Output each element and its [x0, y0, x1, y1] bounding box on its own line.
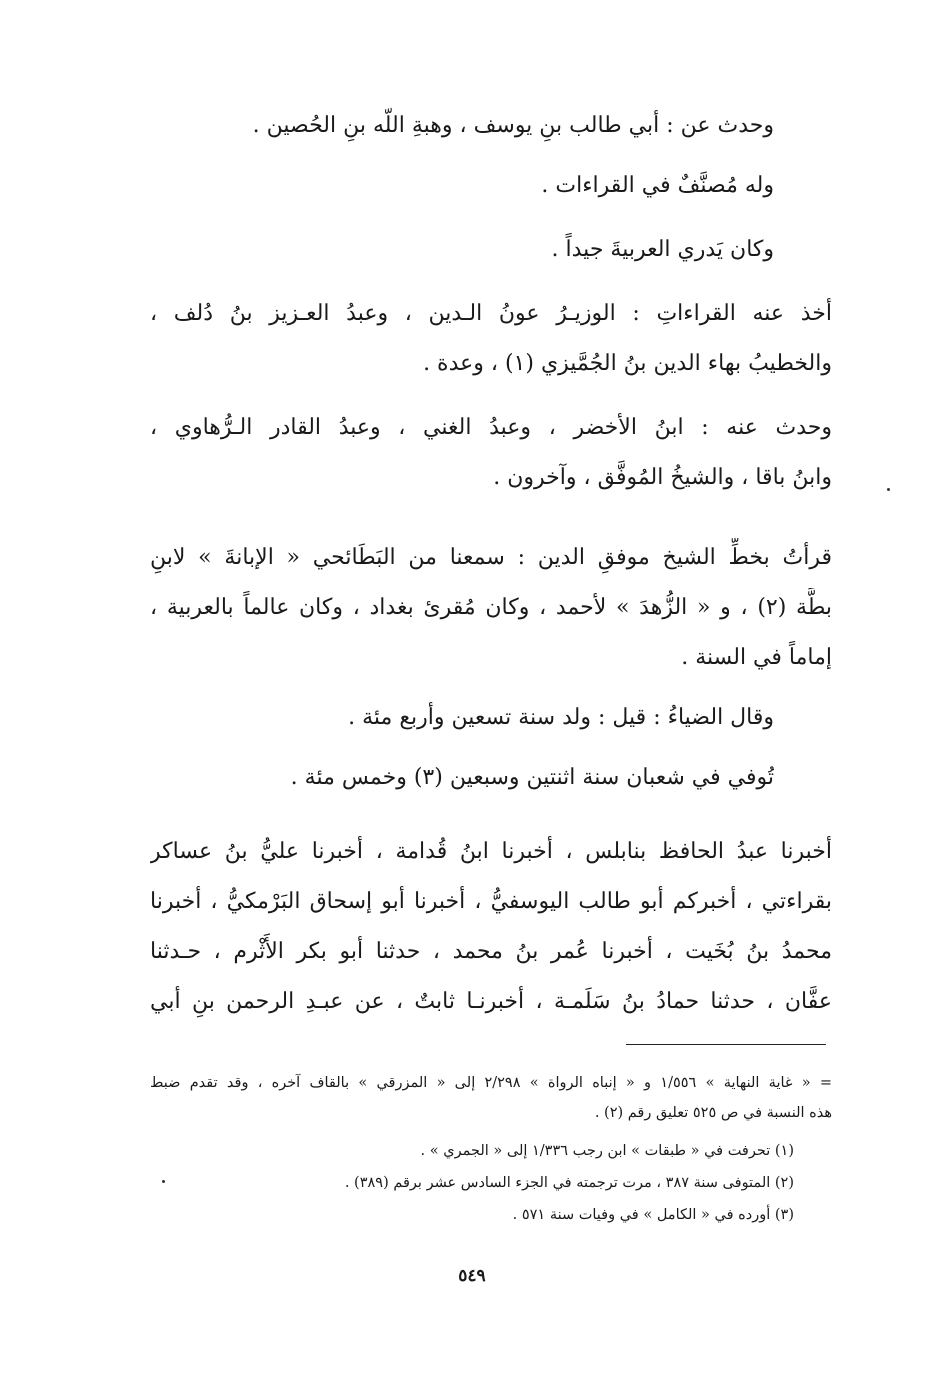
text-line: محمدُ بنُ بُخَيت ، أخبرنا عُمر بنُ محمد ، حدثنا أبو بكر الأَثْرم ، حـدثنا	[150, 939, 832, 964]
text-line: وقال الضياءُ : قيل : ولد سنة تسعين وأربع مئة .	[348, 705, 774, 730]
footnote-line: = « غاية النهاية » ١/٥٥٦ و « إنباه الرواة » ٢/٢٩٨ إلى « المزرقي » بالقاف آخره ، وقد تقدم ضبط	[150, 1075, 832, 1091]
scan-speck	[887, 488, 890, 491]
text-line: إماماً في السنة .	[681, 645, 832, 670]
page-number: ٥٤٩	[458, 1266, 486, 1286]
text-line: بطَّة (٢) ، و « الزُّهدَ » لأحمد ، وكان مُقرئ بغداد ، وكان عالماً بالعربية ،	[150, 595, 832, 620]
footnote-separator	[626, 1044, 826, 1045]
text-line: والخطيبُ بهاء الدين بنُ الجُمَّيزي (١) ، وعدة .	[423, 351, 832, 376]
text-line: وله مُصنَّفٌ في القراءات .	[541, 173, 774, 198]
text-line: وحدث عن : أبي طالب بنِ يوسف ، وهبةِ اللّه بنِ الحُصين .	[252, 113, 774, 138]
text-line: بقراءتي ، أخبركم أبو طالب اليوسفيُّ ، أخبرنا أبو إسحاق البَرْمكيُّ ، أخبرنا	[150, 889, 832, 914]
text-line: تُوفي في شعبان سنة اثنتين وسبعين (٣) وخمس مئة .	[290, 765, 774, 790]
footnote-line: (٢) المتوفى سنة ٣٨٧ ، مرت ترجمته في الجزء السادس عشر برقم (٣٨٩) .	[344, 1175, 794, 1191]
footnote-line: هذه النسبة في ص ٥٢٥ تعليق رقم (٢) .	[594, 1105, 832, 1121]
footnote-line: (٣) أورده في « الكامل » في وفيات سنة ٥٧١ .	[512, 1207, 794, 1223]
text-line: أخبرنا عبدُ الحافظ بنابلس ، أخبرنا ابنُ قُدامة ، أخبرنا عليُّ بنُ عساكر	[150, 839, 832, 864]
footnote-line: (١) تحرفت في « طبقات » ابن رجب ١/٣٣٦ إلى « الجمري » .	[420, 1143, 794, 1159]
text-line: وكان يَدري العربيةَ جيداً .	[551, 237, 774, 262]
text-line: قرأتُ بخطِّ الشيخ موفقِ الدين : سمعنا من البَطَائحي « الإبانةَ » لابنِ	[150, 545, 832, 570]
text-line: عفَّان ، حدثنا حمادُ بنُ سَلَمـة ، أخبرنـا ثابتٌ ، عن عبـدِ الرحمن بنِ أبي	[150, 989, 832, 1014]
text-line: وحدث عنه : ابنُ الأخضر ، وعبدُ الغني ، وعبدُ القادر الـرُّهاوي ،	[150, 415, 832, 440]
text-line: وابنُ باقا ، والشيخُ المُوفَّق ، وآخرون .	[493, 465, 832, 490]
scan-speck	[162, 1180, 165, 1183]
text-line: أخذ عنه القراءاتِ : الوزيـرُ عونُ الـدين ، وعبدُ العـزيز بنُ دُلف ،	[150, 301, 832, 326]
